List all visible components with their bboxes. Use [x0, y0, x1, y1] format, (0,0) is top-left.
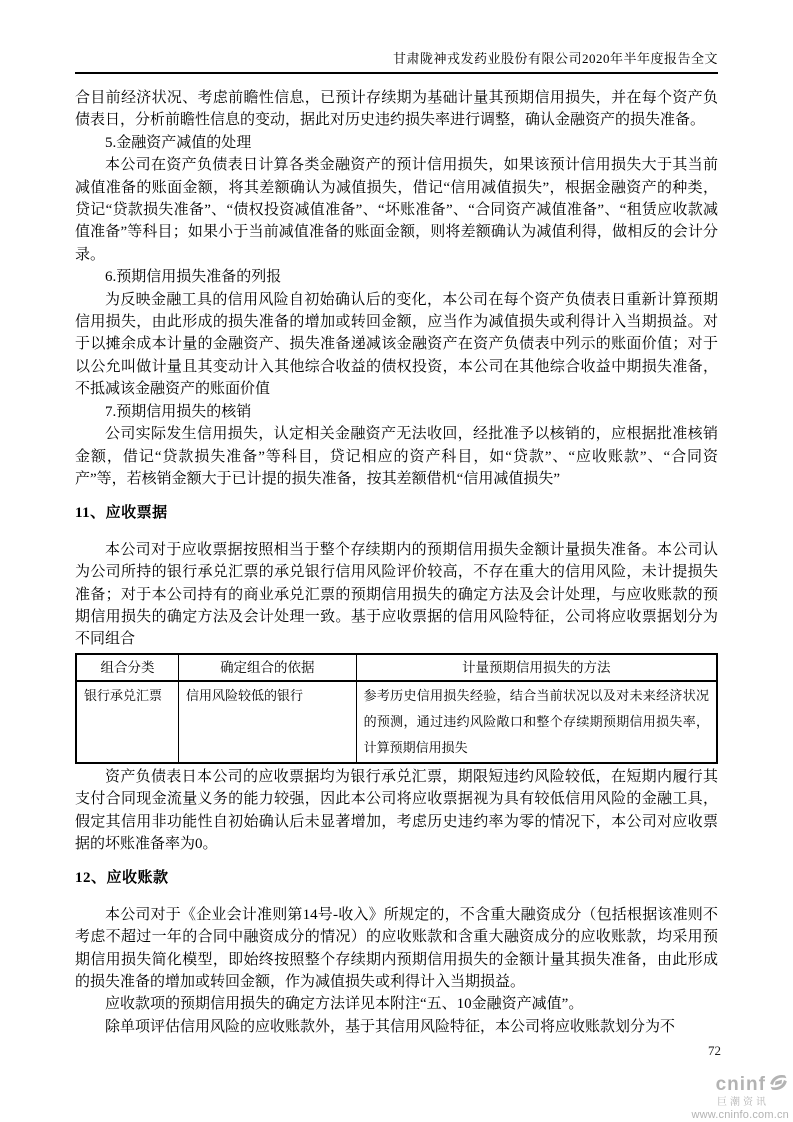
section7-paragraph: 公司实际发生信用损失，认定相关金融资产无法收回，经批准予以核销的，应根据批准核销金额，借记“贷款损失准备”等科目，贷记相应的资产科目，如“贷款”、“应收账款”、“合同资产”等，若核销金额大于已计提的损失准备，按其差额借机“信用减值损失” — [75, 426, 718, 487]
section7-title: 7.预期信用损失的核销 — [105, 403, 252, 420]
cninfo-brand-chinese: 巨潮资讯 — [717, 1097, 769, 1108]
cninfo-url: www.cninfo.com.cn — [691, 1109, 789, 1121]
cell-ecl-method: 参考历史信用损失经验，结合当前状况以及对未来经济状况的预测，通过违约风险敞口和整个存续期预期信用损失率，计算预期信用损失 — [356, 681, 717, 763]
document-body — [75, 74, 718, 1038]
section6-paragraph: 为反映金融工具的信用风险自初始确认后的变化，本公司在每个资产负债表日重新计算预期信用损失，由此形成的损失准备的增加或转回金额，应当作为减值损失或利得计入当期损益。对于以摊余成本计量的金融资产、损失准备递减该金融资产在资产负债表中列示的账面价值；对于以公允叫做计量且其变动计入其他综合收益的债权投资，本公司在其他综合收益中期损失准备，不抵减该金融资产的账面价值 — [75, 291, 718, 398]
carryover-paragraph: 合目前经济状况、考虑前瞻性信息，已预计存续期为基础计量其预期信用损失，并在每个资产负债表日，分析前瞻性信息的变动，据此对历史违约损失率进行调整，确认金融资产的损失准备。 — [75, 90, 718, 129]
cell-portfolio-category: 银行承兑汇票 — [76, 681, 179, 763]
section5-title: 5.金融资产减值的处理 — [105, 134, 252, 151]
accounts-receivable-paragraph-1: 本公司对于《企业会计准则第14号-收入》所规定的，不含重大融资成分（包括根据该准则不考虑不超过一年的合同中融资成分的情况）的应收账款和含重大融资成分的应收账款，均采用预期信用损失简化模型，即始终按照整个存续期内预期信用损失的金额计量其损失准备，由此形成的损失准备的增加或转回金额，作为减值损失或利得计入当期损益。 — [75, 906, 718, 990]
col-header-portfolio-category: 组合分类 — [76, 654, 179, 681]
section5-paragraph: 本公司在资产负债表日计算各类金融资产的预计信用损失，如果该预计信用损失大于其当前减值准备的账面金额，将其差额确认为减值损失，借记“信用减值损失”，根据金融资产的种类，贷记“贷款损失准备”、“债权投资减值准备”、“坏账准备”、“合同资产减值准备”、“租赁应收款减值准备”等科目；如果小于当前减值准备的账面金额，则将差额确认为减值利得，做相反的会计分录。 — [75, 157, 718, 263]
cninfo-swirl-icon — [768, 1072, 789, 1097]
heading-accounts-receivable: 12、应收账款 — [75, 870, 169, 887]
cninfo-logo-row — [691, 1072, 789, 1097]
cninfo-logo — [691, 1072, 789, 1121]
accounts-receivable-paragraph-2: 应收款项的预期信用损失的确定方法详见本附注“五、10金融资产减值”。 — [105, 996, 584, 1013]
report-title: 甘肃陇神戎发药业股份有限公司2020年半年度报告全文 — [392, 51, 718, 66]
notes-receivable-paragraph: 本公司对于应收票据按照相当于整个存续期内的预期信用损失金额计量损失准备。本公司认为公司所持的银行承兑汇票的承兑银行信用风险评价较高，不存在重大的信用风险，未计提损失准备；对于本公司持有的商业承兑汇票的预期信用损失的确定方法及会计处理，与应收账款的预期信用损失的确定方法及会计处理一致。基于应收票据的信用风险特征，公司将应收票据划分为不同组合 — [75, 541, 718, 648]
heading-notes-receivable: 11、应收票据 — [75, 505, 168, 522]
page-header — [75, 0, 718, 74]
cell-portfolio-basis: 信用风险较低的银行 — [179, 681, 357, 763]
portfolio-table — [75, 653, 718, 764]
col-header-portfolio-basis: 确定组合的依据 — [179, 654, 357, 681]
section6-title: 6.预期信用损失准备的列报 — [105, 269, 282, 286]
table-row — [76, 681, 717, 763]
page-number: 72 — [708, 1043, 721, 1058]
col-header-ecl-method: 计量预期信用损失的方法 — [356, 654, 717, 681]
cninfo-brand-text: cninf — [715, 1074, 766, 1095]
table-header-row — [76, 654, 717, 681]
notes-receivable-after-table-paragraph: 资产负债表日本公司的应收票据均为银行承兑汇票，期限短违约风险较低，在短期内履行其支付合同现金流量义务的能力较强，因此本公司将应收票据视为具有较低信用风险的金融工具，假定其信用非功能性自初始确认后未显著增加，考虑历史违约率为零的情况下，本公司对应收票据的坏账准备率为0。 — [75, 768, 718, 852]
accounts-receivable-paragraph-3: 除单项评估信用风险的应收账款外，基于其信用风险特征，本公司将应收账款划分为不 — [105, 1018, 676, 1035]
